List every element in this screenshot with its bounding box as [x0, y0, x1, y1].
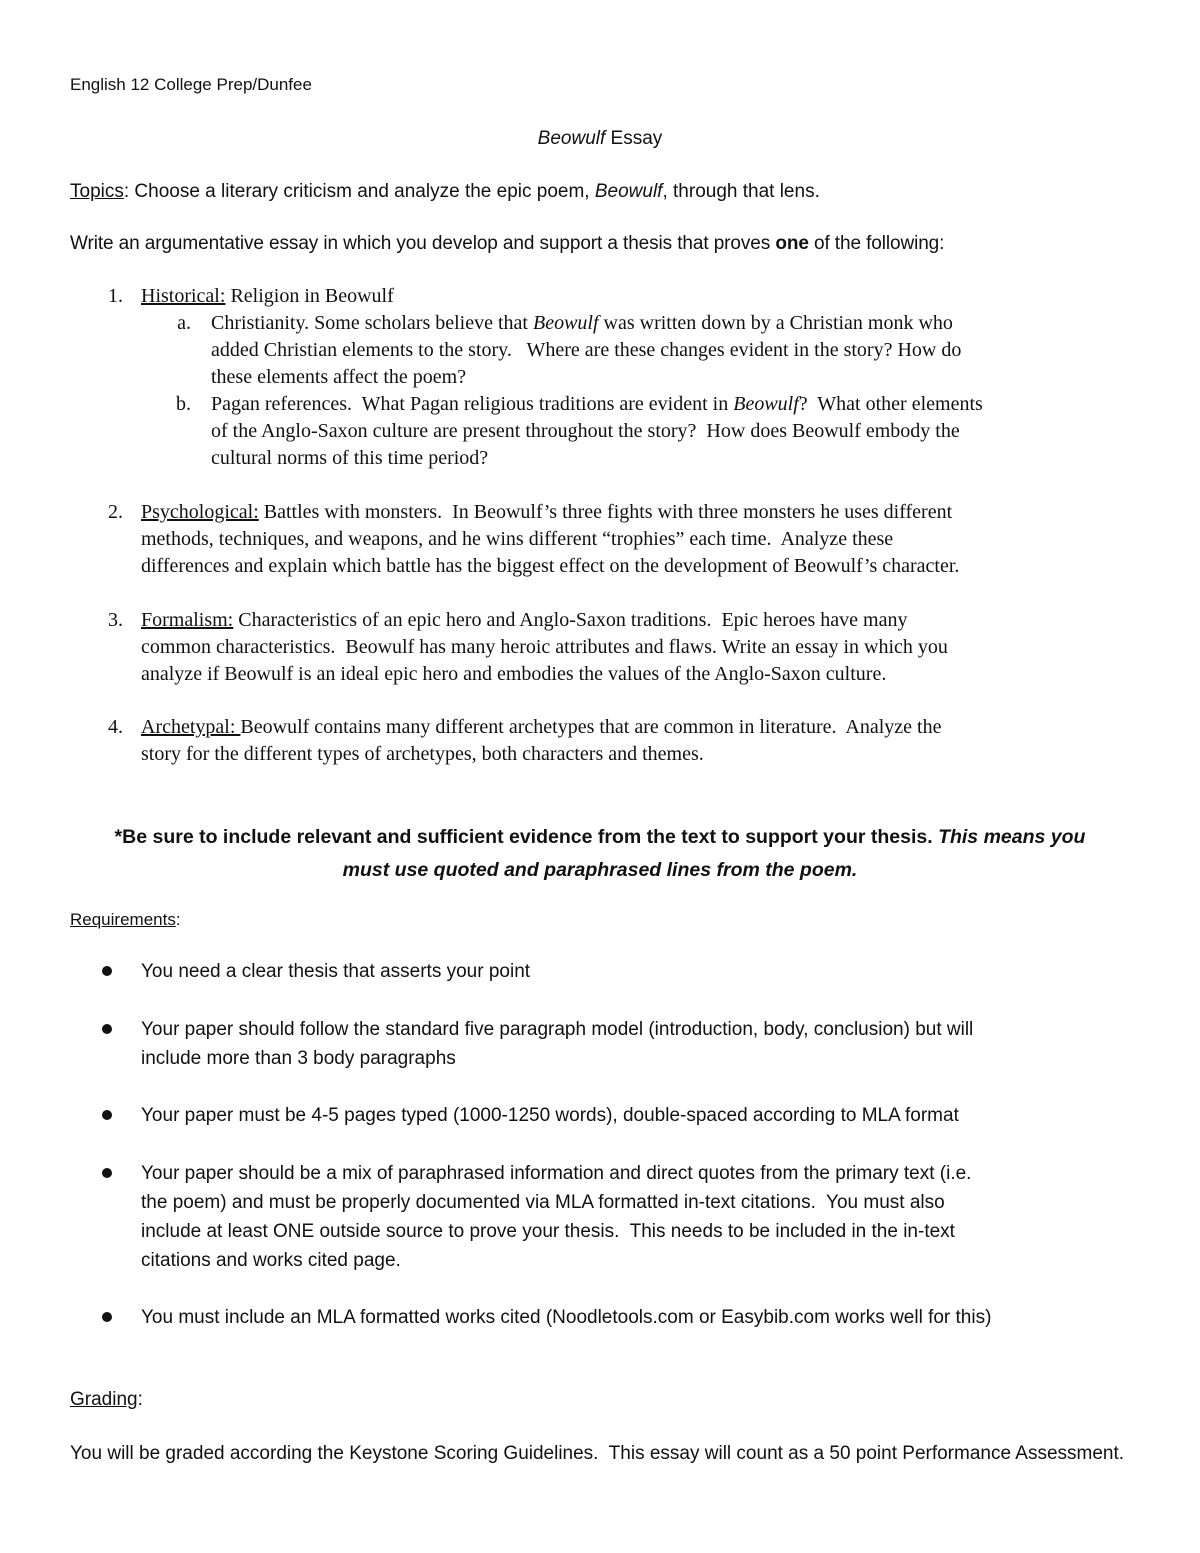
bullet-icon — [102, 1168, 112, 1178]
evidence-note-line-2: must use quoted and paraphrased lines from the poem. — [342, 859, 858, 881]
item-heading — [141, 607, 907, 634]
bullet-icon — [102, 1024, 112, 1034]
item-line: analyze if Beowulf is an ideal epic hero and embodies the values of the Anglo-Saxon culture. — [141, 663, 887, 685]
topic-item-formalism — [0, 607, 1200, 697]
evidence-note-italic: This means you — [938, 826, 1086, 848]
item-label: Archetypal: — [141, 716, 241, 738]
requirement-line: You must include an MLA formatted works cited (Noodletools.com or Easybib.com works well for this) — [141, 1307, 992, 1328]
sub-line — [211, 310, 953, 337]
sub-line: added Christian elements to the story. Where are these changes evident in the story? How do — [211, 339, 962, 361]
bullet-icon — [102, 1312, 112, 1322]
requirements-label-text: Requirements — [70, 910, 176, 929]
course-header: English 12 College Prep/Dunfee — [70, 75, 312, 94]
sub-line: of the Anglo-Saxon culture are present throughout the story? How does Beowulf embody the — [211, 420, 960, 442]
item-number: 4. — [108, 716, 123, 738]
item-heading-text: Beowulf contains many different archetypes that are common in literature. Analyze the — [240, 716, 942, 738]
item-label: Formalism: — [141, 609, 234, 631]
topic-item-archetypal — [0, 714, 1200, 774]
title-rest: Essay — [605, 128, 663, 149]
grading-label-text: Grading — [70, 1389, 138, 1410]
grading-colon: : — [137, 1389, 143, 1410]
sub-line-text: ? What other elements — [798, 393, 983, 415]
instruction-line — [70, 233, 944, 255]
item-heading — [141, 499, 952, 526]
sub-line-text: was written down by a Christian monk who — [598, 312, 953, 334]
requirement-item — [141, 957, 1131, 986]
requirement-line: the poem) and must be properly documented via MLA formatted in-text citations. You must also — [141, 1192, 945, 1213]
sub-line: these elements affect the poem? — [211, 366, 467, 388]
topics-colon: : — [123, 181, 130, 202]
item-line: common characteristics. Beowulf has many heroic attributes and flaws. Write an essay in which you — [141, 636, 948, 658]
sub-line-text: Pagan references. What Pagan religious traditions are evident in — [211, 393, 734, 415]
requirement-line: include at least ONE outside source to prove your thesis. This needs to be included in the in-text — [141, 1221, 955, 1242]
sub-line: cultural norms of this time period? — [211, 447, 489, 469]
item-heading-text: Religion in Beowulf — [225, 285, 394, 307]
item-number: 3. — [108, 609, 123, 631]
requirement-item — [141, 1159, 1131, 1275]
topics-poem-name: Beowulf — [594, 181, 663, 202]
topic-item-historical — [0, 283, 1200, 483]
evidence-note-text: *Be sure to include relevant and sufficient evidence from the text to support your thesis. — [114, 826, 939, 848]
grading-label — [70, 1389, 143, 1411]
item-heading — [141, 283, 394, 310]
item-heading-text: Characteristics of an epic hero and Anglo-Saxon traditions. Epic heroes have many — [233, 609, 908, 631]
sub-line-poem: Beowulf — [733, 393, 799, 415]
requirement-line: You need a clear thesis that asserts your point — [141, 961, 531, 982]
sub-letter: b. — [176, 393, 191, 415]
item-heading-text: Battles with monsters. In Beowulf’s three fights with three monsters he uses different — [258, 501, 953, 523]
bullet-icon — [102, 1110, 112, 1120]
evidence-note-line-1 — [0, 821, 1200, 854]
item-label: Psychological: — [141, 501, 259, 523]
item-number: 2. — [108, 501, 123, 523]
requirement-line: Your paper should be a mix of paraphrased information and direct quotes from the primary text (i.e. — [141, 1163, 972, 1184]
sub-letter: a. — [177, 312, 191, 334]
requirements-label — [70, 910, 181, 930]
topics-label: Topics — [70, 181, 124, 202]
instruction-bold: one — [775, 233, 809, 254]
item-label: Historical: — [141, 285, 226, 307]
requirement-line: Your paper must be 4-5 pages typed (1000-1250 words), double-spaced according to MLA format — [141, 1105, 959, 1126]
topics-text-before: Choose a literary criticism and analyze the epic poem, — [129, 181, 595, 202]
instruction-before: Write an argumentative essay in which you develop and support a thesis that proves — [70, 233, 776, 254]
requirements-colon: : — [175, 910, 181, 929]
sub-line-text: Christianity. Some scholars believe that — [211, 312, 533, 334]
bullet-icon — [102, 966, 112, 976]
requirement-line: citations and works cited page. — [141, 1250, 401, 1271]
topics-text-after: , through that lens. — [662, 181, 820, 202]
requirement-line: include more than 3 body paragraphs — [141, 1048, 456, 1069]
grading-text: You will be graded according the Keystone Scoring Guidelines. This essay will count as a 50 point Performance Assessment. — [70, 1443, 1125, 1464]
item-line: differences and explain which battle has the biggest effect on the development of Beowulf’s character. — [141, 555, 960, 577]
sub-line-poem: Beowulf — [532, 312, 599, 334]
document-title — [0, 128, 1200, 150]
title-poem-name: Beowulf — [537, 128, 606, 149]
item-heading — [141, 714, 941, 741]
requirement-item — [141, 1303, 1131, 1332]
topics-line — [70, 181, 820, 203]
sub-line — [211, 391, 983, 418]
requirement-line: Your paper should follow the standard five paragraph model (introduction, body, conclusion) but will — [141, 1019, 974, 1040]
item-line: methods, techniques, and weapons, and he wins different “trophies” each time. Analyze these — [141, 528, 894, 550]
topic-item-psychological — [0, 499, 1200, 589]
item-line: story for the different types of archetypes, both characters and themes. — [141, 743, 704, 765]
requirement-item — [141, 1015, 1131, 1073]
item-number: 1. — [108, 285, 123, 307]
requirement-item — [141, 1101, 1131, 1130]
instruction-after: of the following: — [808, 233, 945, 254]
